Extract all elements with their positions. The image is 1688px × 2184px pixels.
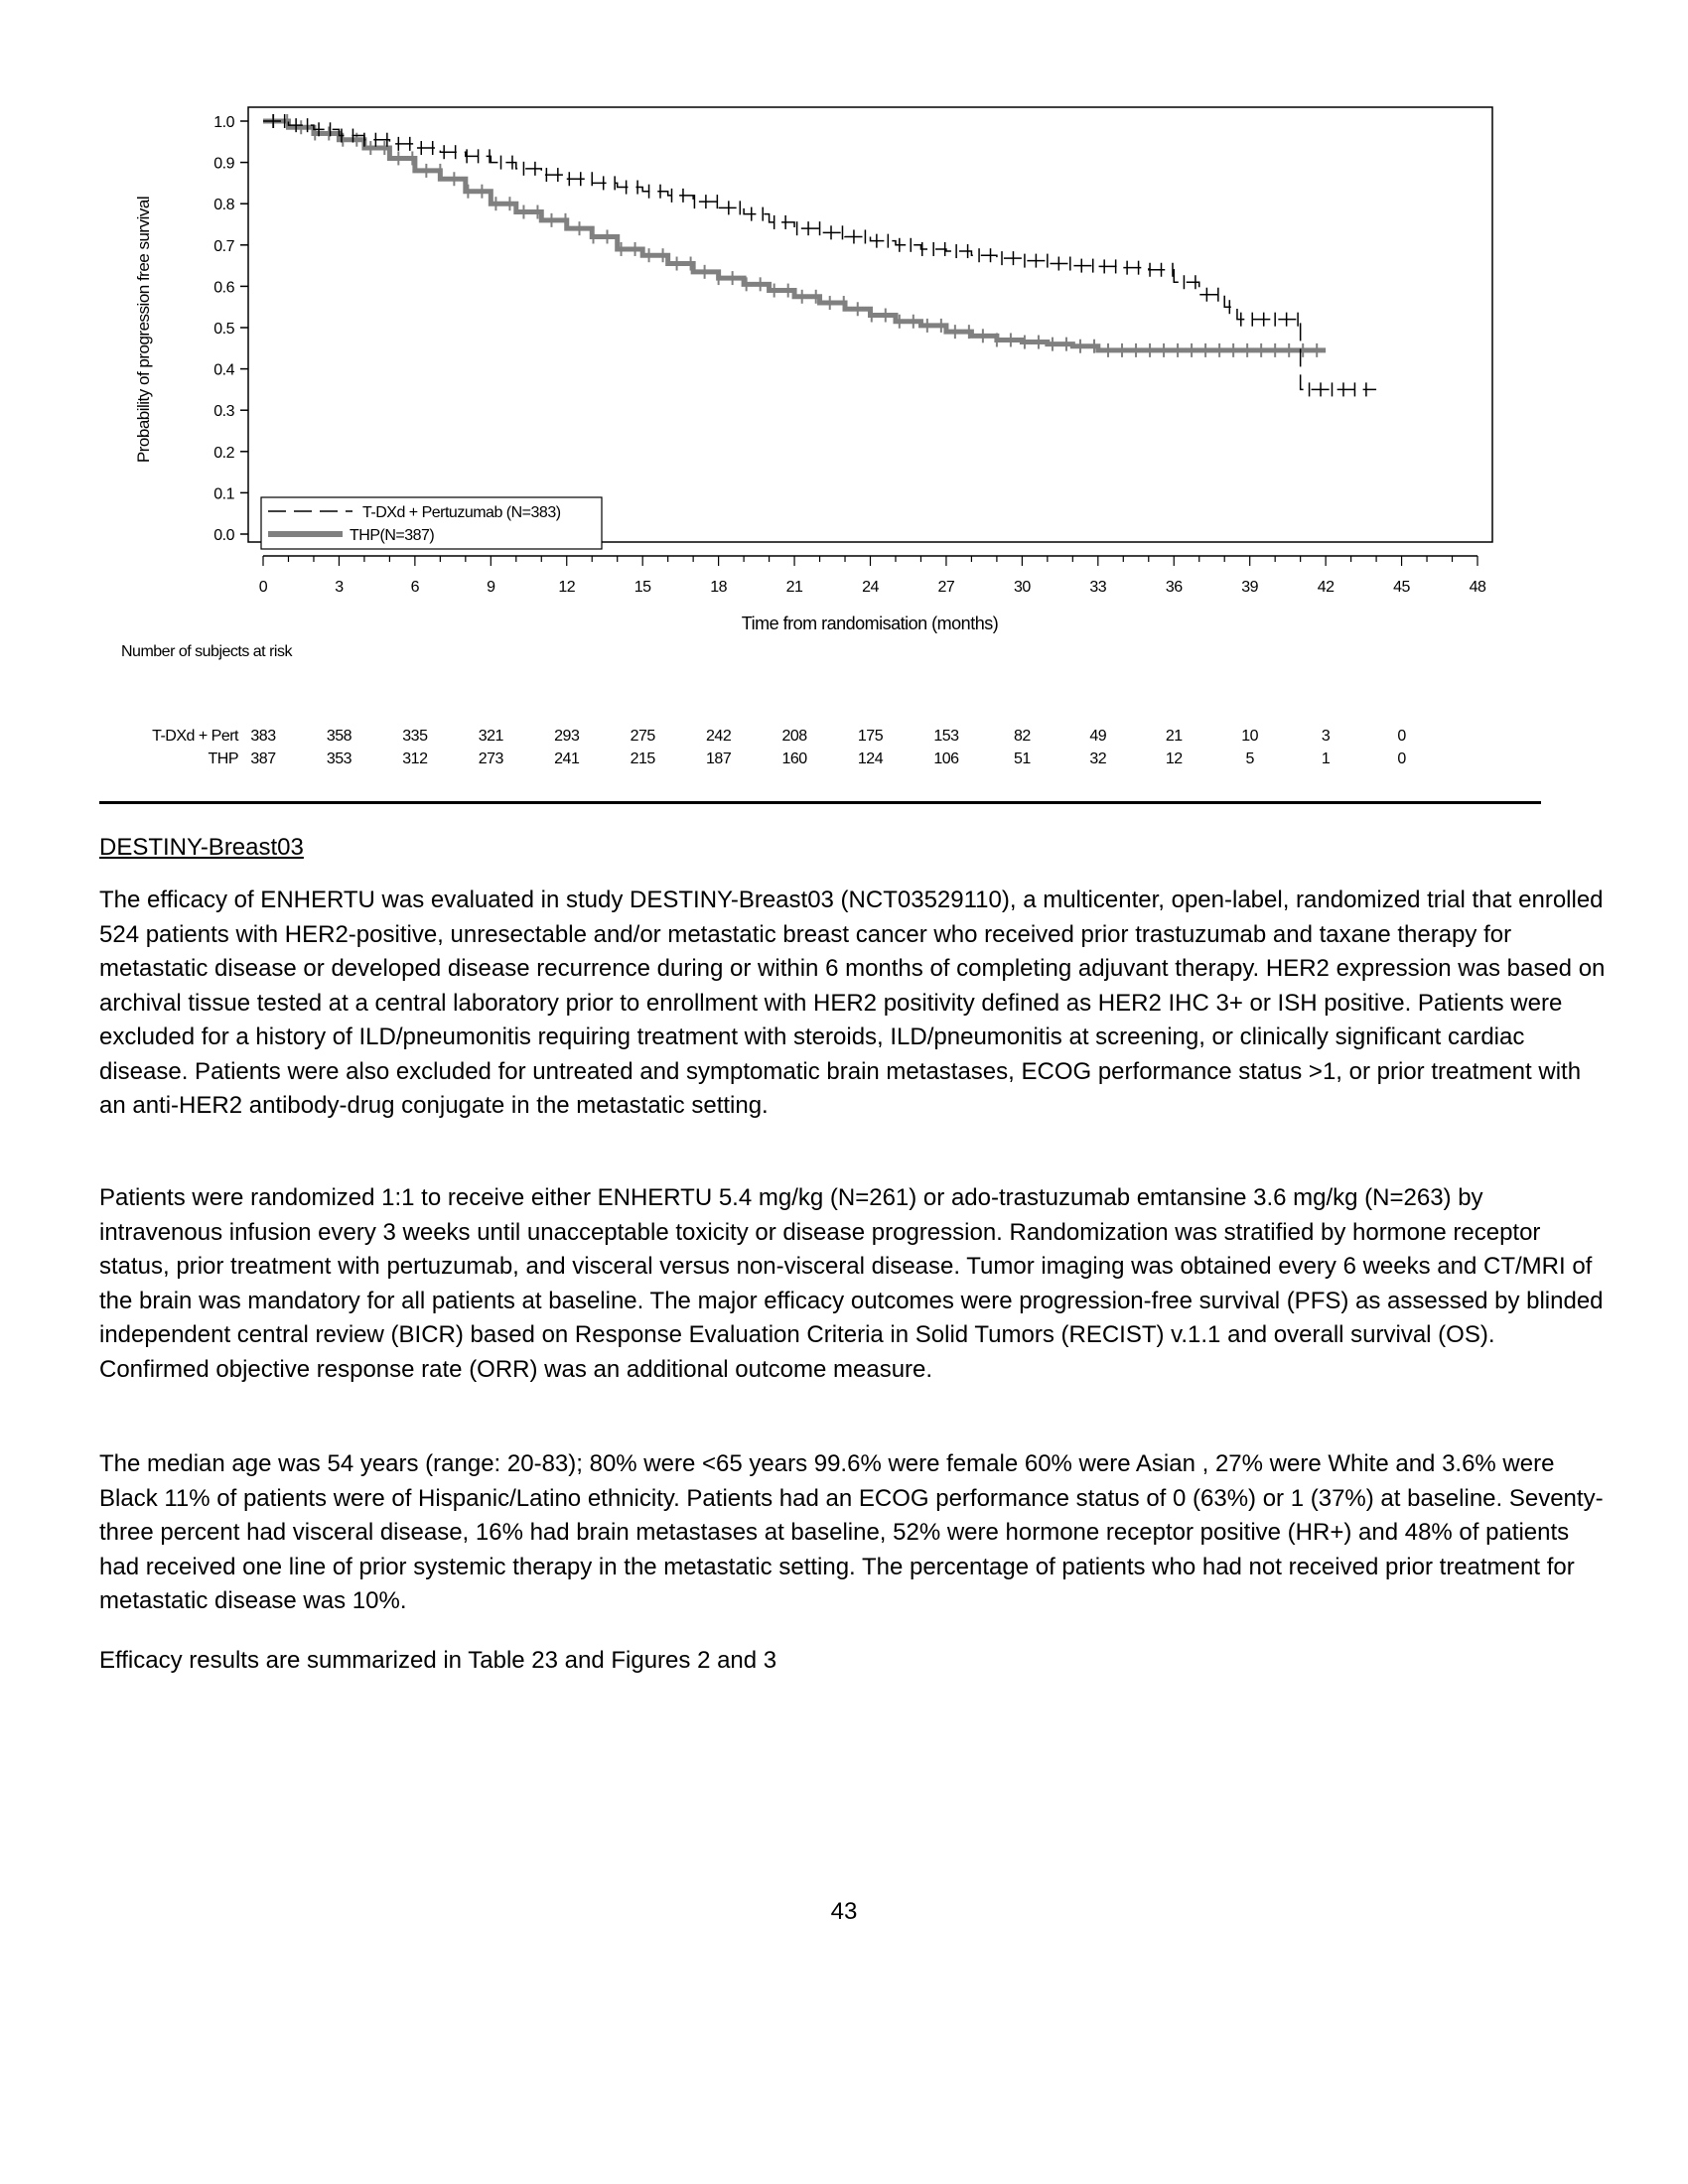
x-tick-label: 27 [937,579,955,596]
y-tick-label: 0.0 [213,527,234,544]
risk-count: 208 [781,728,807,745]
y-tick-label: 1.0 [213,114,234,131]
paragraph-demographics: The median age was 54 years (range: 20-83); 80% were <65 years 99.6% were female 60% were Asian , 27% were White and 3.6% were Black 11% of patients were of Hispanic/Latino ethnicity. Patients had an ECOG performance status of 0 (63%) or 1 (37%) at baseline. Seventy-three percent had visceral disease, 16% had brain metastases at baseline, 52% were hormone receptor positive (HR+) and 48% of patients had received one line of prior systemic therapy in the metastatic setting. The percentage of patients who had not received prior treatment for metastatic disease was 10%. [99,1450,1604,1614]
section-heading: DESTINY-Breast03 [99,834,304,861]
x-tick-label: 33 [1089,579,1107,596]
risk-count: 175 [857,728,884,745]
risk-count: 242 [706,728,732,745]
x-tick-label: 45 [1393,579,1410,596]
paragraph-randomization: Patients were randomized 1:1 to receive either ENHERTU 5.4 mg/kg (N=261) or ado-trastuzumab emtansine 3.6 mg/kg (N=263) by intravenous infusion every 3 weeks until unacceptable toxicity or disease progression. Randomization was stratified by hormone receptor status, prior treatment with pertuzumab, and visceral versus non-visceral disease. Tumor imaging was obtained every 6 weeks and CT/MRI of the brain was mandatory for all patients at baseline. The major efficacy outcomes were progression-free survival (PFS) as assessed by blinded independent central review (BICR) based on Response Evaluation Criteria in Solid Tumors (RECIST) v.1.1 and overall survival (OS). Confirmed objective response rate (ORR) was an additional outcome measure. [99,1184,1604,1383]
risk-count: 312 [402,751,428,767]
y-tick-label: 0.5 [213,321,234,338]
risk-count: 160 [781,751,807,767]
y-tick-label: 0.1 [213,485,234,503]
risk-count: 321 [478,728,503,745]
x-axis-label: Time from randomisation (months) [741,614,999,633]
y-axis-label: Probability of progression free survival [134,196,153,464]
x-axis [259,556,1486,596]
km-chart [0,0,1688,675]
x-tick-label: 30 [1013,579,1031,596]
x-tick-label: 21 [785,579,803,596]
legend-label-thp: THP(N=387) [350,527,435,544]
risk-count: 32 [1089,751,1107,767]
x-tick-label: 24 [862,579,879,596]
risk-count: 3 [1321,728,1331,745]
x-tick-label: 3 [335,579,344,596]
paragraph-efficacy-summary: Efficacy results are summarized in Table 23 and Figures 2 and 3 [99,1647,777,1674]
section-divider [99,801,1541,804]
risk-count: 49 [1089,728,1107,745]
risk-count: 1 [1321,751,1331,767]
risk-count: 215 [630,751,655,767]
x-tick-label: 36 [1165,579,1183,596]
risk-count: 358 [326,728,352,745]
y-tick-label: 0.9 [213,155,234,173]
risk-row-label: T-DXd + Pert [152,728,238,745]
risk-count: 293 [554,728,580,745]
y-tick-label: 0.4 [213,361,234,379]
series-layer [263,114,1376,396]
paragraph-study-design: The efficacy of ENHERTU was evaluated in study DESTINY-Breast03 (NCT03529110), a multicenter, open-label, randomized trial that enrolled 524 patients with HER2-positive, unresectable and/or metastatic breast cancer who received prior trastuzumab and taxane therapy for metastatic disease or developed disease recurrence during or within 6 months of completing adjuvant therapy. HER2 expression was based on archival tissue tested at a central laboratory prior to enrollment with HER2 positivity defined as HER2 IHC 3+ or ISH positive. Patients were excluded for a history of ILD/pneumonitis requiring treatment with steroids, ILD/pneumonitis at screening, or clinically significant cardiac disease. Patients were also excluded for untreated and symptomatic brain metastases, ECOG performance status >1, or prior treatment with an anti-HER2 antibody-drug conjugate in the metastatic setting. [99,887,1606,1119]
y-tick-label: 0.8 [213,197,234,214]
x-tick-label: 0 [258,579,268,596]
risk-count: 335 [402,728,428,745]
risk-count: 51 [1013,751,1031,767]
risk-count: 187 [706,751,732,767]
risk-count: 82 [1013,728,1031,745]
risk-count: 0 [1397,751,1406,767]
x-tick-label: 6 [410,579,420,596]
legend-label-tdxd: T-DXd + Pertuzumab (N=383) [362,504,561,521]
risk-count: 0 [1397,728,1406,745]
risk-count: 153 [933,728,959,745]
risk-count: 5 [1245,751,1254,767]
risk-count: 12 [1165,751,1183,767]
x-tick-label: 12 [558,579,576,596]
risk-count: 275 [630,728,655,745]
y-tick-label: 0.2 [213,444,234,462]
x-tick-label: 18 [710,579,728,596]
legend [261,497,602,549]
x-tick-label: 48 [1469,579,1486,596]
page-number: 43 [830,1898,858,1925]
risk-count: 106 [933,751,959,767]
risk-count: 353 [326,751,352,767]
risk-count: 273 [478,751,503,767]
y-tick-label: 0.3 [213,403,234,421]
risk-count: 10 [1241,728,1259,745]
risk-row-label: THP [208,751,238,767]
risk-count: 241 [554,751,580,767]
risk-count: 124 [857,751,884,767]
y-axis [213,114,248,544]
risk-count: 387 [250,751,276,767]
x-tick-label: 39 [1241,579,1259,596]
risk-table-heading: Number of subjects at risk [121,643,292,660]
x-tick-label: 42 [1317,579,1335,596]
x-tick-label: 9 [487,579,495,596]
y-tick-label: 0.6 [213,279,234,297]
x-tick-label: 15 [633,579,651,596]
risk-count: 383 [250,728,276,745]
risk-count: 21 [1165,728,1183,745]
y-tick-label: 0.7 [213,237,234,255]
series-line-thp [263,121,1326,350]
